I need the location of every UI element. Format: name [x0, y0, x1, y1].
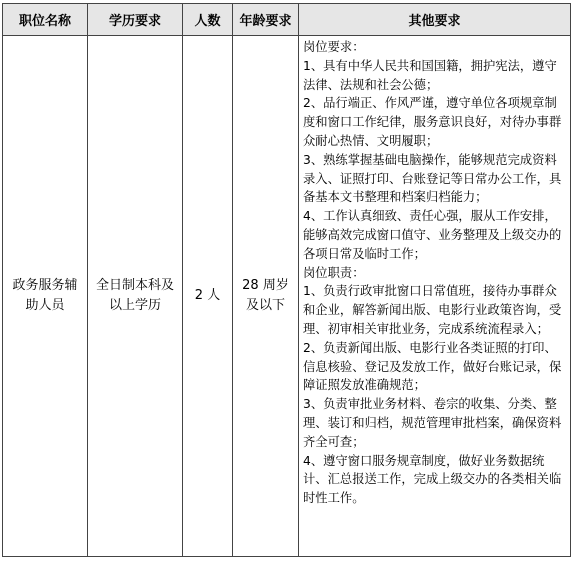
duty-item: 1、负责行政审批窗口日常值班，接待办事群众和企业，解答新闻出版、电影行业政策咨询，受理、初审相关审批业务，完成系统流程录入； [303, 284, 562, 336]
requirement-item: 2、品行端正、作风严谨，遵守单位各项规章制度和窗口工作纪律，服务意识良好，对待办事群众耐心热情、文明履职； [303, 96, 562, 148]
duty-item: 2、负责新闻出版、电影行业各类证照的打印、信息核验、登记及发放工作，做好台账记录，保障证照发放准确规范； [303, 340, 562, 393]
duty-item: 4、遵守窗口服务规章制度，做好业务数据统计、汇总报送工作，完成上级交办的各类相关临时性工作。 [303, 453, 562, 506]
cell-age: 28 周岁及以下 [233, 36, 299, 557]
header-position: 职位名称 [3, 4, 88, 36]
header-row [3, 4, 571, 36]
header-education: 学历要求 [88, 4, 183, 36]
requirements-heading: 岗位要求： [303, 40, 365, 54]
duties-heading: 岗位职责： [303, 265, 365, 280]
table-row [3, 36, 571, 557]
job-table [2, 3, 571, 557]
header-other-requirements: 其他要求 [299, 4, 571, 36]
cell-other-requirements [299, 36, 571, 557]
duty-item: 3、负责审批业务材料、卷宗的收集、分类、整理、装订和归档，规范管理审批档案，确保资料齐全可查； [303, 397, 562, 449]
requirement-item: 1、具有中华人民共和国国籍，拥护宪法，遵守法律、法规和社会公德； [303, 58, 557, 92]
header-count: 人数 [183, 4, 233, 36]
requirement-item: 3、熟练掌握基础电脑操作，能够规范完成资料录入、证照打印、台账登记等日常办公工作，具备基本文书整理和档案归档能力； [303, 152, 562, 205]
cell-count: 2 人 [183, 36, 233, 557]
cell-education: 全日制本科及以上学历 [88, 36, 183, 557]
header-age: 年龄要求 [233, 4, 299, 36]
cell-position: 政务服务辅助人员 [3, 36, 88, 557]
requirement-item: 4、工作认真细致、责任心强，服从工作安排，能够高效完成窗口值守、业务整理及上级交办的各项日常及临时工作； [303, 209, 562, 261]
